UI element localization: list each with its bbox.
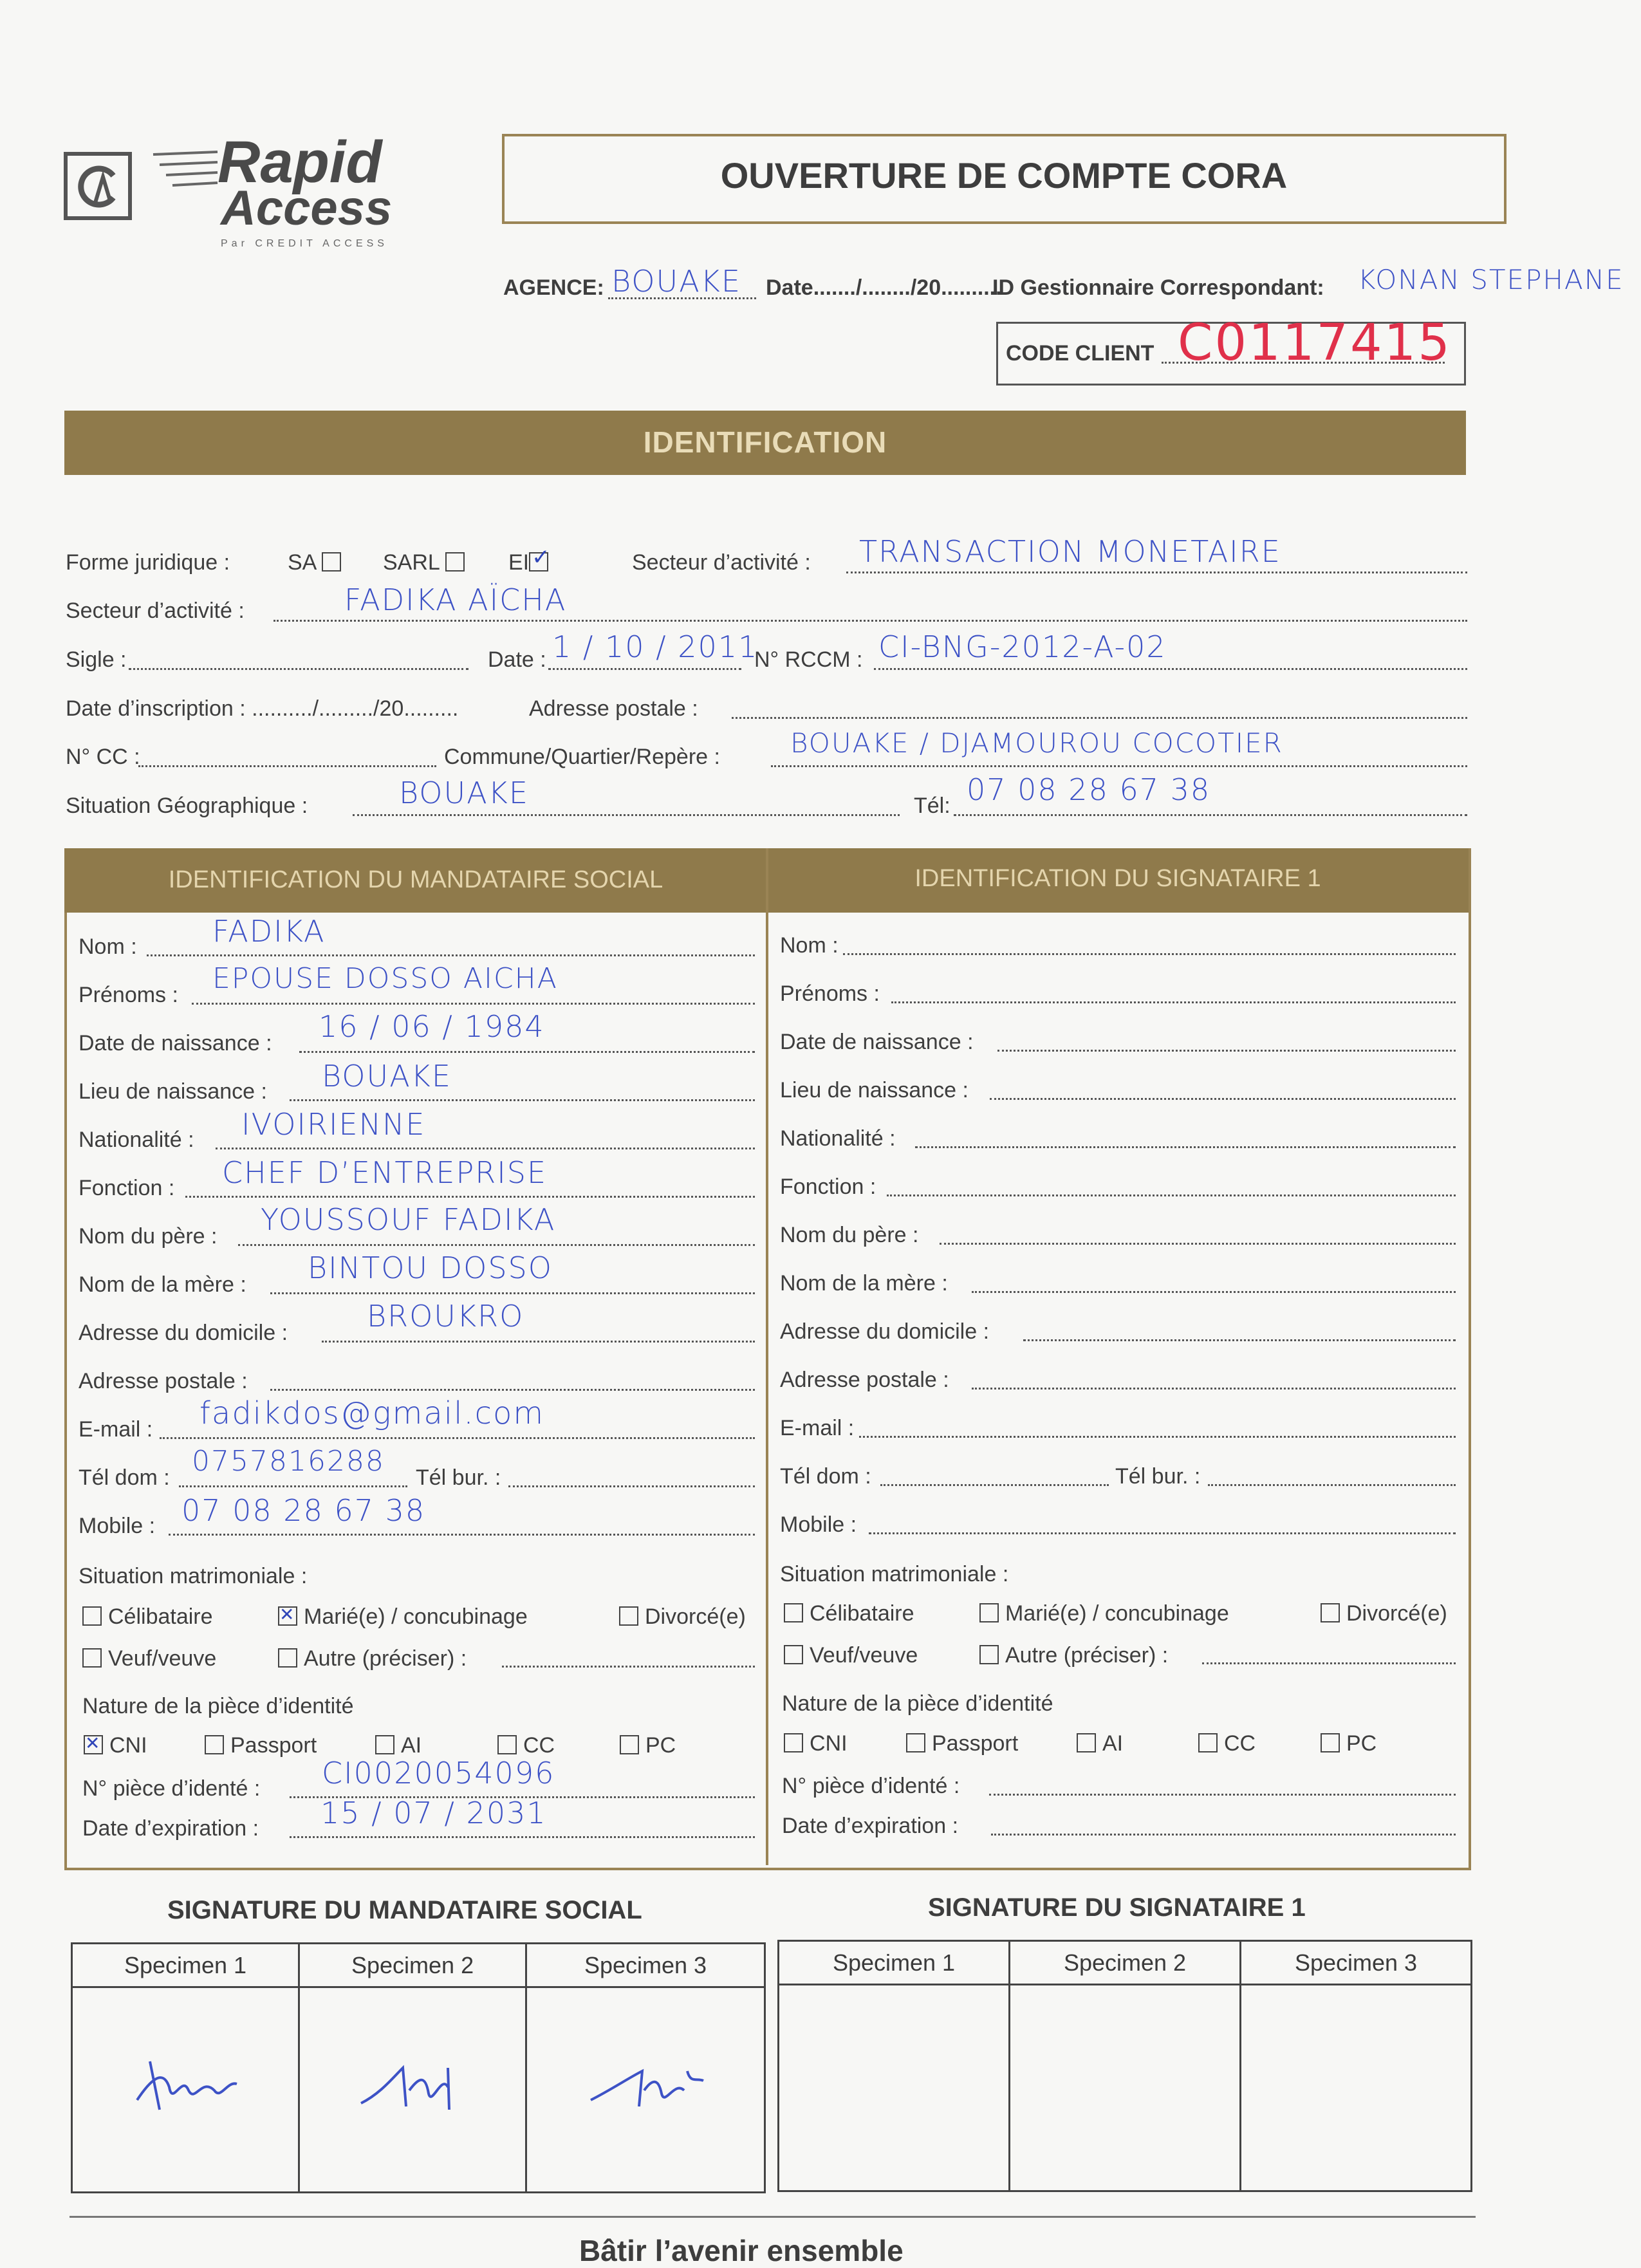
m-marie-checkbox[interactable] [278,1606,297,1626]
gestionnaire-value: KONAN STEPHANE [1358,264,1624,295]
m-domicile-value: BROUKRO [367,1299,524,1334]
ident-tel-label: Tél: [914,794,950,818]
m-opt-passport[interactable] [205,1733,317,1758]
s-pc-label: PC [1346,1731,1377,1756]
s-naissance-label: Date de naissance : [780,1030,974,1054]
m-divorce-checkbox[interactable] [619,1606,638,1626]
m-cc-label: CC [523,1733,555,1758]
s-autre-field[interactable] [1202,1662,1456,1664]
s-nom-label: Nom : [780,933,839,958]
m-opt-veuf[interactable] [82,1646,216,1671]
m-opt-celibataire[interactable] [82,1604,213,1630]
s-autre-checkbox[interactable] [979,1645,999,1664]
m-nationalite-field[interactable] [216,1148,755,1149]
s-cc-checkbox[interactable] [1198,1733,1218,1752]
s-domicile-field[interactable] [1023,1339,1456,1341]
m-lieu-value: BOUAKE [322,1059,452,1093]
footer-slogan: Bâtir l’avenir ensemble [579,2234,904,2267]
m-lieu-field[interactable] [290,1099,755,1101]
ncc-label: N° CC : [66,745,140,769]
m-prenoms-label: Prénoms : [79,983,178,1007]
s-prenoms-field[interactable] [891,1001,1456,1003]
ident-tel-field[interactable] [954,814,1467,816]
commune-field[interactable] [771,765,1467,767]
m-mobile-label: Mobile : [79,1514,156,1538]
identification-title: IDENTIFICATION [643,425,887,459]
ident-date-field[interactable] [548,668,741,670]
m-ai-label: AI [401,1733,422,1758]
m-telbur-label: Tél bur. : [416,1465,501,1490]
ident-tel-value: 07 08 28 67 38 [967,772,1211,807]
sigle-field[interactable] [129,668,468,670]
secteur2-label: Secteur d’activité : [66,599,245,623]
forme-sarl[interactable] [383,550,471,575]
m-npiece-label: N° pièce d’identé : [82,1776,261,1801]
agence-label: AGENCE: [503,275,604,300]
s-situation-label: Situation matrimoniale : [780,1562,1009,1586]
s-lieu-field[interactable] [990,1098,1456,1100]
s-marie-checkbox[interactable] [979,1603,999,1622]
signature-mark-icon [581,2055,710,2119]
m-pere-label: Nom du père : [79,1224,218,1249]
m-nationalite-value: IVOIRIENNE [241,1107,426,1142]
m-opt-divorce[interactable] [619,1604,746,1630]
m-domicile-label: Adresse du domicile : [79,1321,288,1345]
m-opt-ai[interactable] [375,1733,422,1758]
mandataire-specimen-table [71,1942,766,2193]
m-passport-checkbox[interactable] [205,1735,224,1754]
s-nom-field[interactable] [843,953,1456,955]
commune-value: BOUAKE / DJAMOUROU COCOTIER [790,727,1283,759]
m-domicile-field[interactable] [322,1341,755,1343]
s-npiece-label: N° pièce d’identé : [782,1774,960,1798]
s-specimen1-header: Specimen 1 [779,1941,1010,1985]
m-fonction-value: CHEF D’ENTREPRISE [222,1155,548,1190]
rccm-label: N° RCCM : [754,647,863,672]
brand-logo [63,129,423,257]
column-divider [766,848,768,1865]
footer-divider [70,2216,1476,2218]
gestionnaire-label: ID Gestionnaire Correspondant: [992,275,1324,300]
s-lieu-label: Lieu de naissance : [780,1078,969,1102]
m-opt-cni[interactable] [84,1733,147,1758]
secteur2-field[interactable] [274,620,1467,622]
m-prenoms-field[interactable] [192,1003,755,1005]
m-opt-marie[interactable] [278,1604,528,1630]
m-expiration-field[interactable] [290,1836,755,1838]
m-teldom-value: 0757816288 [192,1445,385,1478]
s-mere-field[interactable] [972,1291,1456,1293]
secteur1-label: Secteur d’activité : [632,550,811,575]
s-prenoms-label: Prénoms : [780,981,880,1006]
forme-juridique-label: Forme juridique : [66,550,230,575]
situation-geo-field[interactable] [353,814,900,816]
m-mere-field[interactable] [270,1292,755,1294]
m-naissance-label: Date de naissance : [79,1031,272,1055]
s-teldom-field[interactable] [880,1484,1109,1486]
s-expiration-label: Date d’expiration : [782,1814,959,1838]
forme-sarl-checkbox[interactable] [445,552,465,572]
inscription-label[interactable]: Date d’inscription : ........../........./20......... [66,696,459,721]
m-mobile-value: 07 08 28 67 38 [181,1493,426,1528]
forme-sarl-label: SARL [383,550,440,575]
m-specimen3-cell[interactable] [526,1987,765,2193]
m-expiration-value: 15 / 07 / 2031 [320,1796,547,1830]
m-nom-label: Nom : [79,934,137,959]
s-opt-celibataire[interactable] [784,1601,914,1626]
s-divorce-label: Divorcé(e) [1346,1601,1447,1626]
m-mere-value: BINTOU DOSSO [308,1250,553,1285]
mandataire-title: IDENTIFICATION DU MANDATAIRE SOCIAL [168,866,663,893]
ident-adresse-postale-label: Adresse postale : [529,696,698,721]
m-cni-checkbox[interactable] [84,1735,103,1754]
signataire-title: IDENTIFICATION DU SIGNATAIRE 1 [914,865,1321,892]
signature-mark-icon [351,2055,474,2119]
forme-sa-label: SA [288,550,316,575]
s-opt-marie[interactable] [979,1601,1229,1626]
code-client-value: C0117415 [1178,314,1452,372]
s-passport-label: Passport [932,1731,1019,1756]
m-passport-label: Passport [230,1733,317,1758]
s-expiration-field[interactable] [991,1834,1456,1836]
forme-ei[interactable] [508,550,555,575]
s-cc-label: CC [1224,1731,1256,1756]
form-title: OUVERTURE DE COMPTE CORA [720,155,1288,196]
s-postale-field[interactable] [972,1388,1456,1390]
m-lieu-label: Lieu de naissance : [79,1079,267,1104]
m-autre-checkbox[interactable] [278,1648,297,1668]
s-fonction-field[interactable] [887,1194,1456,1196]
brand-name-line2: Access [221,181,393,236]
m-opt-cc[interactable] [497,1733,555,1758]
m-telbur-field[interactable] [508,1485,755,1487]
m-autre-label: Autre (préciser) : [304,1646,467,1671]
signataire-signature-title: SIGNATURE DU SIGNATAIRE 1 [928,1893,1306,1922]
s-ai-checkbox[interactable] [1077,1733,1096,1752]
s-opt-divorce[interactable] [1321,1601,1447,1626]
s-opt-veuf[interactable] [784,1643,918,1668]
s-npiece-field[interactable] [989,1794,1456,1796]
rccm-field[interactable] [874,668,1467,670]
signature-mark-icon [124,2055,246,2119]
secteur2-value: FADIKA AÏCHA [344,582,567,617]
commune-label: Commune/Quartier/Repère : [444,745,720,769]
code-client-label: CODE CLIENT [1006,341,1154,366]
s-ai-label: AI [1102,1731,1124,1756]
signataire-specimen-table [777,1940,1472,2192]
m-teldom-label: Tél dom : [79,1465,170,1490]
m-postale-field[interactable] [270,1389,755,1391]
ident-date-label: Date : [488,647,546,672]
m-ai-checkbox[interactable] [375,1735,394,1754]
m-email-field[interactable] [160,1437,755,1439]
agence-value: BOUAKE [611,264,741,299]
m-celibataire-label: Célibataire [108,1604,213,1629]
m-nationalite-label: Nationalité : [79,1128,194,1152]
s-opt-cc[interactable] [1198,1731,1256,1756]
m-situation-label: Situation matrimoniale : [79,1564,308,1588]
s-mobile-label: Mobile : [780,1512,857,1537]
m-pc-checkbox[interactable] [620,1735,639,1754]
m-specimen3-header: Specimen 3 [526,1944,765,1987]
logo-mark-icon [63,151,134,222]
m-marie-label: Marié(e) / concubinage [304,1604,528,1629]
m-pc-label: PC [645,1733,676,1758]
s-specimen3-cell[interactable] [1241,1985,1472,2191]
s-passport-checkbox[interactable] [906,1733,925,1752]
m-mere-label: Nom de la mère : [79,1272,246,1297]
s-pere-label: Nom du père : [780,1223,919,1247]
m-prenoms-value: EPOUSE DOSSO AICHA [212,962,558,995]
s-autre-label: Autre (préciser) : [1005,1643,1169,1668]
m-opt-pc[interactable] [620,1733,676,1758]
m-cni-label: CNI [109,1733,147,1758]
s-pere-field[interactable] [940,1243,1456,1245]
s-naissance-field[interactable] [997,1050,1456,1052]
s-specimen2-cell[interactable] [1010,1985,1241,2191]
rccm-value: CI-BNG-2012-A-02 [878,629,1167,664]
forme-sa-checkbox[interactable] [322,552,341,572]
m-specimen1-cell[interactable] [72,1987,299,2193]
s-specimen1-cell[interactable] [779,1985,1010,2191]
s-celibataire-checkbox[interactable] [784,1603,803,1622]
s-mobile-field[interactable] [869,1532,1456,1534]
secteur1-value: TRANSACTION MONETAIRE [859,534,1281,569]
m-veuf-checkbox[interactable] [82,1648,102,1668]
m-mobile-field[interactable] [169,1534,755,1536]
speed-lines-icon [147,148,224,200]
m-expiration-label: Date d’expiration : [82,1816,259,1841]
m-pere-value: YOUSSOUF FADIKA [261,1202,556,1237]
s-specimen2-header: Specimen 2 [1010,1941,1241,1985]
m-npiece-value: CI0020054096 [322,1756,555,1790]
header-date-label: Date......./......../20.......... [766,275,1002,300]
m-fonction-field[interactable] [185,1196,755,1198]
brand-tagline: Par CREDIT ACCESS [221,238,388,249]
m-nom-field[interactable] [147,954,755,956]
m-naissance-value: 16 / 06 / 1984 [319,1009,545,1044]
m-specimen2-cell[interactable] [299,1987,526,2193]
s-pc-checkbox[interactable] [1321,1733,1340,1752]
s-telbur-field[interactable] [1208,1484,1456,1486]
s-cni-checkbox[interactable] [784,1733,803,1752]
m-opt-autre[interactable] [278,1646,467,1671]
s-fonction-label: Fonction : [780,1175,876,1199]
situation-geo-label: Situation Géographique : [66,794,308,818]
m-divorce-label: Divorcé(e) [645,1604,746,1629]
s-cni-label: CNI [810,1731,848,1756]
s-opt-passport[interactable] [906,1731,1018,1756]
m-celibataire-checkbox[interactable] [82,1606,102,1626]
s-divorce-checkbox[interactable] [1321,1603,1340,1622]
m-specimen2-header: Specimen 2 [299,1944,526,1987]
situation-geo-value: BOUAKE [399,776,529,810]
s-veuf-checkbox[interactable] [784,1645,803,1664]
m-fonction-label: Fonction : [79,1176,175,1200]
s-piece-label: Nature de la pièce d’identité [782,1691,1053,1716]
m-email-label: E-mail : [79,1417,153,1442]
s-email-label: E-mail : [780,1416,855,1440]
s-mere-label: Nom de la mère : [780,1271,948,1296]
s-email-field[interactable] [859,1436,1456,1438]
m-email-value: fadikdos@gmail.com [199,1395,545,1431]
ident-adresse-postale-field[interactable] [732,717,1467,719]
s-specimen3-header: Specimen 3 [1241,1941,1472,1985]
s-nationalite-field[interactable] [915,1146,1456,1148]
s-opt-autre[interactable] [979,1643,1168,1668]
forme-ei-checkbox[interactable] [529,552,548,572]
s-teldom-label: Tél dom : [780,1464,871,1489]
s-celibataire-label: Célibataire [810,1601,914,1626]
s-postale-label: Adresse postale : [780,1368,949,1392]
s-domicile-label: Adresse du domicile : [780,1319,990,1344]
ncc-field[interactable] [138,765,436,767]
forme-sa[interactable] [288,550,348,575]
s-opt-pc[interactable] [1321,1731,1377,1756]
ident-date-value: 1 / 10 / 2011 [552,629,759,664]
sigle-label: Sigle : [66,647,127,672]
m-nom-value: FADIKA [212,914,326,949]
m-cc-checkbox[interactable] [497,1735,517,1754]
brand-name-line1: Rapid [218,129,382,195]
s-telbur-label: Tél bur. : [1115,1464,1201,1489]
m-pere-field[interactable] [238,1244,755,1246]
secteur1-field[interactable] [846,572,1467,573]
s-veuf-label: Veuf/veuve [810,1643,918,1668]
mandataire-signature-title: SIGNATURE DU MANDATAIRE SOCIAL [167,1896,642,1924]
s-opt-ai[interactable] [1077,1731,1123,1756]
m-specimen1-header: Specimen 1 [72,1944,299,1987]
m-autre-field[interactable] [502,1666,755,1668]
m-piece-label: Nature de la pièce d’identité [82,1694,354,1718]
m-postale-label: Adresse postale : [79,1369,248,1393]
forme-ei-label: EI [508,550,530,575]
s-opt-cni[interactable] [784,1731,848,1756]
m-veuf-label: Veuf/veuve [108,1646,217,1671]
s-marie-label: Marié(e) / concubinage [1005,1601,1229,1626]
m-naissance-field[interactable] [299,1051,755,1053]
m-teldom-field[interactable] [179,1485,407,1487]
s-nationalite-label: Nationalité : [780,1126,896,1151]
